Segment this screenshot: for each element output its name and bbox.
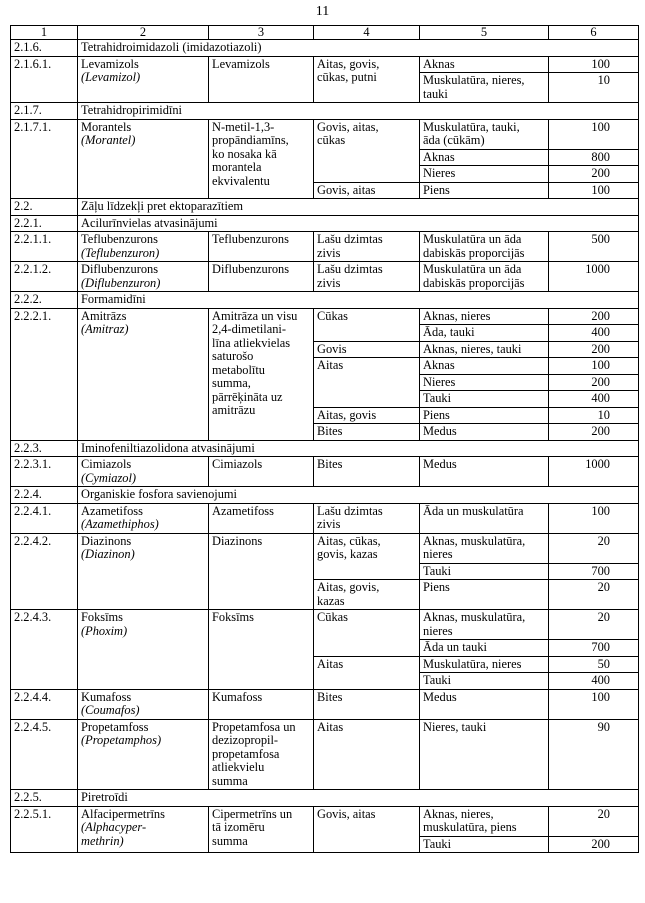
species: Aitas	[314, 358, 420, 408]
mrl-value: 1000	[549, 457, 639, 487]
species: Bites	[314, 457, 420, 487]
target-tissue: Aknas, muskulatūra, nieres	[420, 610, 549, 640]
section-title: Formamidīni	[78, 292, 639, 309]
substance-name: Teflubenzurons (Teflubenzuron)	[78, 232, 209, 262]
section-title: Tetrahidroimidazoli (imidazotiazoli)	[78, 40, 639, 57]
entry-id: 2.2.4.1.	[11, 503, 78, 533]
species: Govis, aitas, cūkas	[314, 119, 420, 182]
target-tissue: Āda un muskulatūra	[420, 503, 549, 533]
col-header: 4	[314, 26, 420, 40]
marker-residue: Foksīms	[209, 610, 314, 690]
marker-residue: Azametifoss	[209, 503, 314, 533]
species: Aitas, cūkas, govis, kazas	[314, 533, 420, 580]
target-tissue: Tauki	[420, 673, 549, 690]
mrl-table	[10, 25, 639, 853]
marker-residue: Diazinons	[209, 533, 314, 610]
target-tissue: Aknas, nieres	[420, 308, 549, 325]
target-tissue: Muskulatūra un āda dabiskās proporcijās	[420, 232, 549, 262]
col-header: 6	[549, 26, 639, 40]
target-tissue: Medus	[420, 457, 549, 487]
col-header: 2	[78, 26, 209, 40]
entry-id: 2.2.4.3.	[11, 610, 78, 690]
species: Aitas, govis	[314, 407, 420, 424]
table-row	[11, 308, 639, 325]
marker-residue: Propetamfosa un dezizopropil- propetamfosa atliekvielu summa	[209, 719, 314, 790]
mrl-value: 100	[549, 689, 639, 719]
mrl-value: 200	[549, 341, 639, 358]
table-row	[11, 503, 639, 533]
section-title: Piretroīdi	[78, 790, 639, 807]
species: Lašu dzimtas zivis	[314, 503, 420, 533]
target-tissue: Muskulatūra, nieres	[420, 656, 549, 673]
mrl-value: 100	[549, 358, 639, 375]
entry-id: 2.2.1.2.	[11, 262, 78, 292]
species: Aitas, govis, kazas	[314, 580, 420, 610]
col-header: 5	[420, 26, 549, 40]
section-row	[11, 103, 639, 120]
mrl-value: 200	[549, 166, 639, 183]
mrl-value: 700	[549, 563, 639, 580]
mrl-value: 20	[549, 610, 639, 640]
substance-name: Foksīms (Phoxim)	[78, 610, 209, 690]
mrl-value: 400	[549, 325, 639, 342]
marker-residue: Levamizols	[209, 56, 314, 103]
substance-name: Morantels (Morantel)	[78, 119, 209, 199]
substance-name: Azametifoss (Azamethiphos)	[78, 503, 209, 533]
entry-id: 2.1.7.1.	[11, 119, 78, 199]
target-tissue: Tauki	[420, 836, 549, 853]
target-tissue: Medus	[420, 689, 549, 719]
mrl-value: 20	[549, 806, 639, 836]
species: Govis, aitas	[314, 182, 420, 199]
mrl-value: 100	[549, 119, 639, 149]
entry-id: 2.2.2.1.	[11, 308, 78, 440]
section-id: 2.2.	[11, 199, 78, 216]
entry-id: 2.2.3.1.	[11, 457, 78, 487]
section-row	[11, 215, 639, 232]
target-tissue: Piens	[420, 580, 549, 610]
table-row	[11, 719, 639, 790]
col-header: 1	[11, 26, 78, 40]
table-row	[11, 56, 639, 73]
table-row	[11, 533, 639, 563]
target-tissue: Aknas, muskulatūra, nieres	[420, 533, 549, 563]
target-tissue: Muskulatūra, tauki, āda (cūkām)	[420, 119, 549, 149]
target-tissue: Tauki	[420, 563, 549, 580]
species: Govis	[314, 341, 420, 358]
mrl-value: 200	[549, 308, 639, 325]
target-tissue: Medus	[420, 424, 549, 441]
header-row	[11, 26, 639, 40]
target-tissue: Nieres	[420, 166, 549, 183]
section-id: 2.2.4.	[11, 487, 78, 504]
marker-residue: Teflubenzurons	[209, 232, 314, 262]
section-id: 2.1.6.	[11, 40, 78, 57]
mrl-value: 200	[549, 836, 639, 853]
mrl-value: 400	[549, 391, 639, 408]
target-tissue: Aknas	[420, 56, 549, 73]
marker-residue: Cimiazols	[209, 457, 314, 487]
mrl-value: 20	[549, 580, 639, 610]
species: Bites	[314, 424, 420, 441]
target-tissue: Aknas	[420, 358, 549, 375]
section-row	[11, 440, 639, 457]
species: Bites	[314, 689, 420, 719]
target-tissue: Aknas	[420, 149, 549, 166]
mrl-value: 500	[549, 232, 639, 262]
table-row	[11, 457, 639, 487]
entry-id: 2.2.1.1.	[11, 232, 78, 262]
table-row	[11, 689, 639, 719]
substance-name: Alfacipermetrīns (Alphacyper- methrin)	[78, 806, 209, 853]
table-row	[11, 262, 639, 292]
section-title: Iminofeniltiazolidona atvasinājumi	[78, 440, 639, 457]
section-title: Zāļu līdzekļi pret ektoparazītiem	[78, 199, 639, 216]
target-tissue: Nieres, tauki	[420, 719, 549, 790]
target-tissue: Tauki	[420, 391, 549, 408]
species: Govis, aitas	[314, 806, 420, 853]
target-tissue: Āda un tauki	[420, 640, 549, 657]
substance-name: Amitrāzs (Amitraz)	[78, 308, 209, 440]
marker-residue: Kumafoss	[209, 689, 314, 719]
species: Aitas	[314, 719, 420, 790]
mrl-value: 700	[549, 640, 639, 657]
target-tissue: Aknas, nieres, muskulatūra, piens	[420, 806, 549, 836]
section-title: Organiskie fosfora savienojumi	[78, 487, 639, 504]
mrl-value: 400	[549, 673, 639, 690]
table-row	[11, 806, 639, 836]
substance-name: Cimiazols (Cymiazol)	[78, 457, 209, 487]
mrl-value: 100	[549, 503, 639, 533]
mrl-value: 10	[549, 407, 639, 424]
section-id: 2.2.2.	[11, 292, 78, 309]
section-id: 2.2.5.	[11, 790, 78, 807]
target-tissue: Aknas, nieres, tauki	[420, 341, 549, 358]
section-row	[11, 790, 639, 807]
target-tissue: Piens	[420, 182, 549, 199]
table-row	[11, 119, 639, 149]
mrl-value: 10	[549, 73, 639, 103]
section-title: Acilurīnvielas atvasinājumi	[78, 215, 639, 232]
species: Aitas	[314, 656, 420, 689]
target-tissue: Piens	[420, 407, 549, 424]
marker-residue: Diflubenzurons	[209, 262, 314, 292]
section-id: 2.1.7.	[11, 103, 78, 120]
section-row	[11, 487, 639, 504]
substance-name: Kumafoss (Coumafos)	[78, 689, 209, 719]
section-row	[11, 292, 639, 309]
section-title: Tetrahidropirimidīni	[78, 103, 639, 120]
target-tissue: Nieres	[420, 374, 549, 391]
col-header: 3	[209, 26, 314, 40]
substance-name: Levamizols (Levamizol)	[78, 56, 209, 103]
marker-residue: Amitrāza un visu 2,4-dimetilani- līna atliekvielas saturošo metabolītu summa, pārrēķināta uz amitrāzu	[209, 308, 314, 440]
section-id: 2.2.3.	[11, 440, 78, 457]
section-row	[11, 199, 639, 216]
species: Aitas, govis, cūkas, putni	[314, 56, 420, 103]
mrl-value: 20	[549, 533, 639, 563]
species: Cūkas	[314, 308, 420, 341]
mrl-value: 90	[549, 719, 639, 790]
substance-name: Propetamfoss (Propetamphos)	[78, 719, 209, 790]
marker-residue: N-metil-1,3- propāndiamīns, ko nosaka kā morantela ekvivalentu	[209, 119, 314, 199]
mrl-value: 1000	[549, 262, 639, 292]
mrl-value: 800	[549, 149, 639, 166]
mrl-value: 200	[549, 374, 639, 391]
species: Lašu dzimtas zivis	[314, 262, 420, 292]
mrl-value: 200	[549, 424, 639, 441]
section-row	[11, 40, 639, 57]
marker-residue: Cipermetrīns un tā izomēru summa	[209, 806, 314, 853]
entry-id: 2.2.4.4.	[11, 689, 78, 719]
mrl-value: 100	[549, 56, 639, 73]
target-tissue: Āda, tauki	[420, 325, 549, 342]
entry-id: 2.2.5.1.	[11, 806, 78, 853]
target-tissue: Muskulatūra un āda dabiskās proporcijās	[420, 262, 549, 292]
species: Lašu dzimtas zivis	[314, 232, 420, 262]
table-row	[11, 232, 639, 262]
section-id: 2.2.1.	[11, 215, 78, 232]
mrl-value: 50	[549, 656, 639, 673]
page-number: 11	[315, 4, 330, 19]
target-tissue: Muskulatūra, nieres, tauki	[420, 73, 549, 103]
substance-name: Diflubenzurons (Diflubenzuron)	[78, 262, 209, 292]
species: Cūkas	[314, 610, 420, 657]
table-row	[11, 610, 639, 640]
substance-name: Diazinons (Diazinon)	[78, 533, 209, 610]
mrl-value: 100	[549, 182, 639, 199]
entry-id: 2.2.4.2.	[11, 533, 78, 610]
entry-id: 2.1.6.1.	[11, 56, 78, 103]
entry-id: 2.2.4.5.	[11, 719, 78, 790]
